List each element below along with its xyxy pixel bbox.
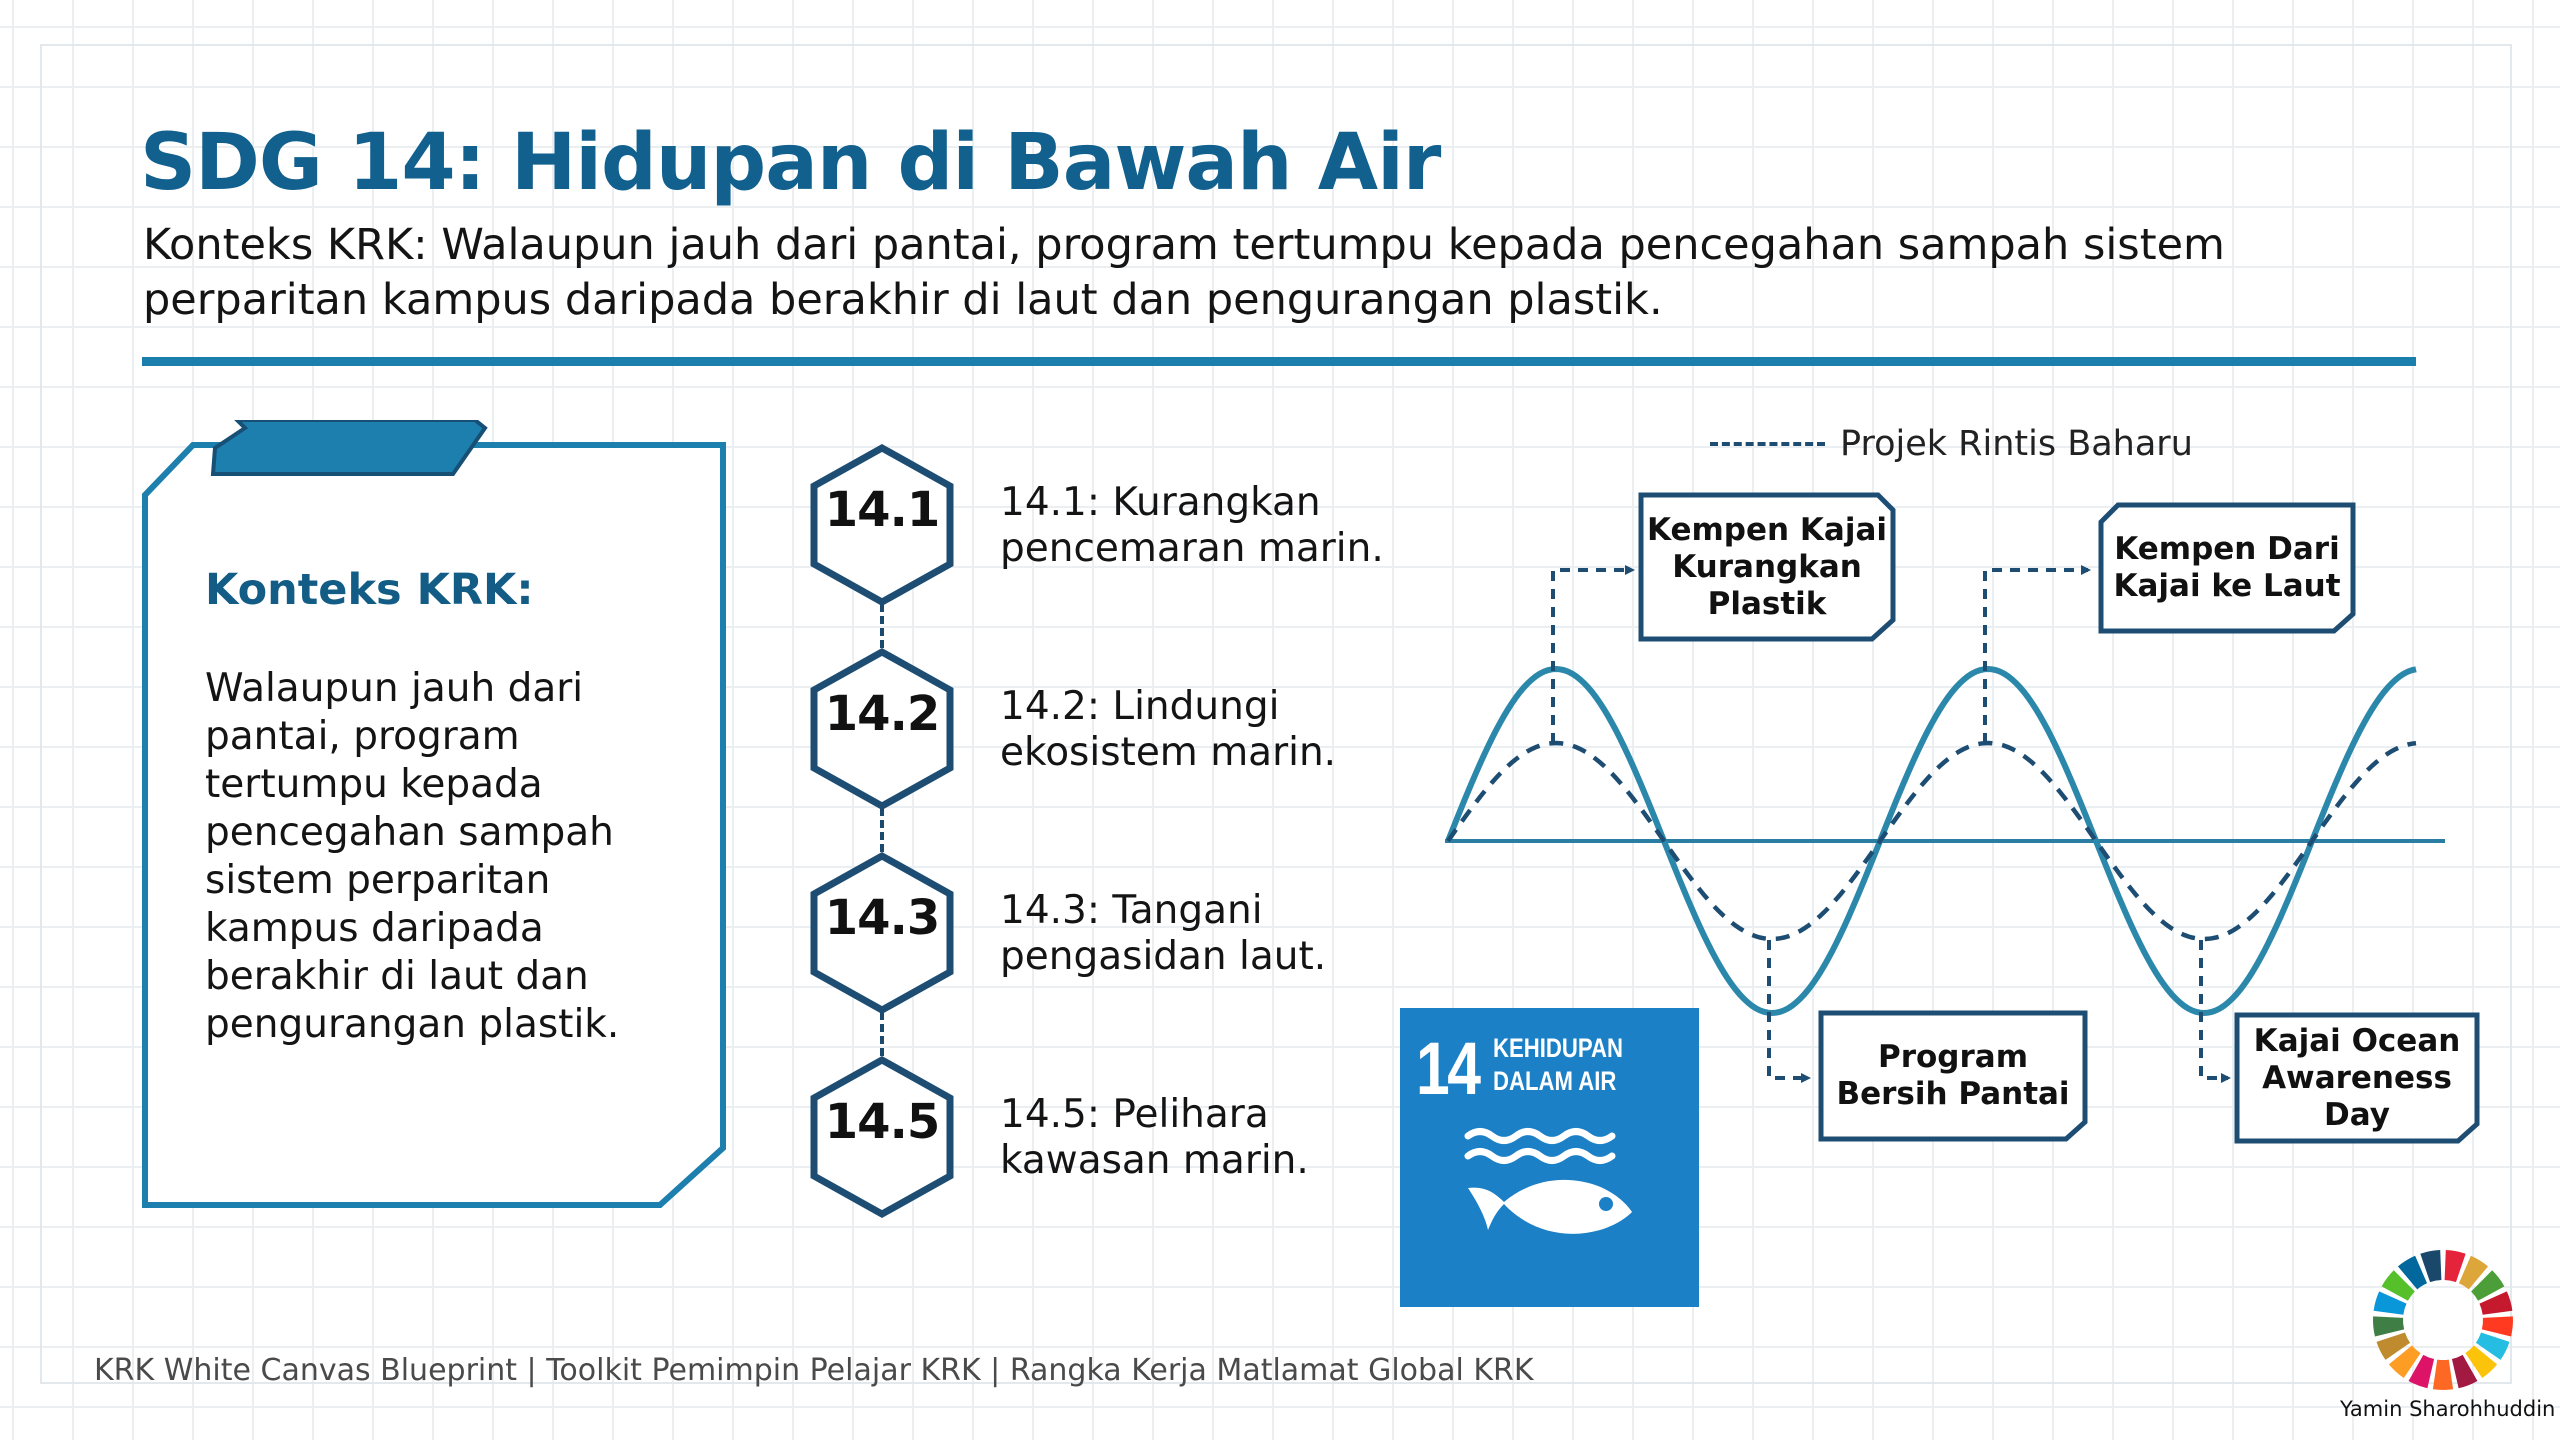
fish-waves-icon [1400,1008,1699,1307]
target-item-14-2 [800,644,1420,814]
target-text: 14.1: Kurangkan pencemaran marin. [1000,480,1384,571]
page-title: SDG 14: Hidupan di Bawah Air [140,118,1441,208]
target-text: 14.2: Lindungi ekosistem marin. [1000,684,1337,775]
wheel-segment [2482,1316,2513,1336]
callout-label: Kempen Dari Kajai ke Laut [2113,531,2341,604]
callout-program-bersih-pantai [1818,1010,2088,1142]
page-subtitle: Konteks KRK: Walaupun jauh dari pantai, program tertumpu kepada pencegahan sampah sistem perparitan kampus daripada berakhir di laut dan pengurangan plastik. [143,220,2225,325]
callout-label: Program Bersih Pantai [1836,1039,2070,1112]
callout-label: Kempen Kajai Kurangkan Plastik [1647,511,1887,622]
sdg-number: 14 [1416,1027,1479,1110]
callout-kajai-ocean-awareness-day [2234,1012,2480,1144]
context-card [135,420,735,1215]
target-text: 14.5: Pelihara kawasan marin. [1000,1092,1309,1183]
author-credit: Yamin Sharohhuddin [2340,1397,2556,1421]
sdg-14-tile [1400,1008,1699,1307]
callout-label: Kajai Ocean Awareness Day [2253,1022,2461,1133]
context-card-body: Walaupun jauh dari pantai, program tertumpu kepada pencegahan sampah sistem perparitan kampus daripada berakhir di laut dan pengurangan plastik. [205,666,620,1047]
callout-kempen-kajai-kurangkan-plastik [1638,492,1896,642]
context-card-heading: Konteks KRK: [205,565,534,615]
target-text: 14.3: Tangani pengasidan laut. [1000,888,1327,979]
footer-text: KRK White Canvas Blueprint | Toolkit Pemimpin Pelajar KRK | Rangka Kerja Matlamat Global KRK [94,1353,1534,1388]
target-item-14-3 [800,848,1420,1018]
legend-label: Projek Rintis Baharu [1840,424,2193,464]
target-code: 14.5 [824,1094,940,1150]
callout-kempen-dari-kajai-ke-laut [2098,502,2356,634]
callout-connector-1 [1553,570,1632,743]
sdg-label: KEHIDUPAN DALAM AIR [1493,1033,1623,1096]
target-code: 14.3 [824,890,940,946]
target-code: 14.1 [824,482,940,538]
wheel-segment [2373,1316,2404,1336]
sdg-wheel-logo [2368,1245,2518,1395]
header-divider [142,357,2416,366]
target-list [800,440,1420,1240]
target-code: 14.2 [824,686,940,742]
target-item-14-5 [800,1052,1420,1222]
wheel-segment [2433,1360,2453,1390]
target-connector-line [880,520,884,1140]
callout-connector-2 [1985,570,2088,743]
target-item-14-1 [800,440,1420,610]
